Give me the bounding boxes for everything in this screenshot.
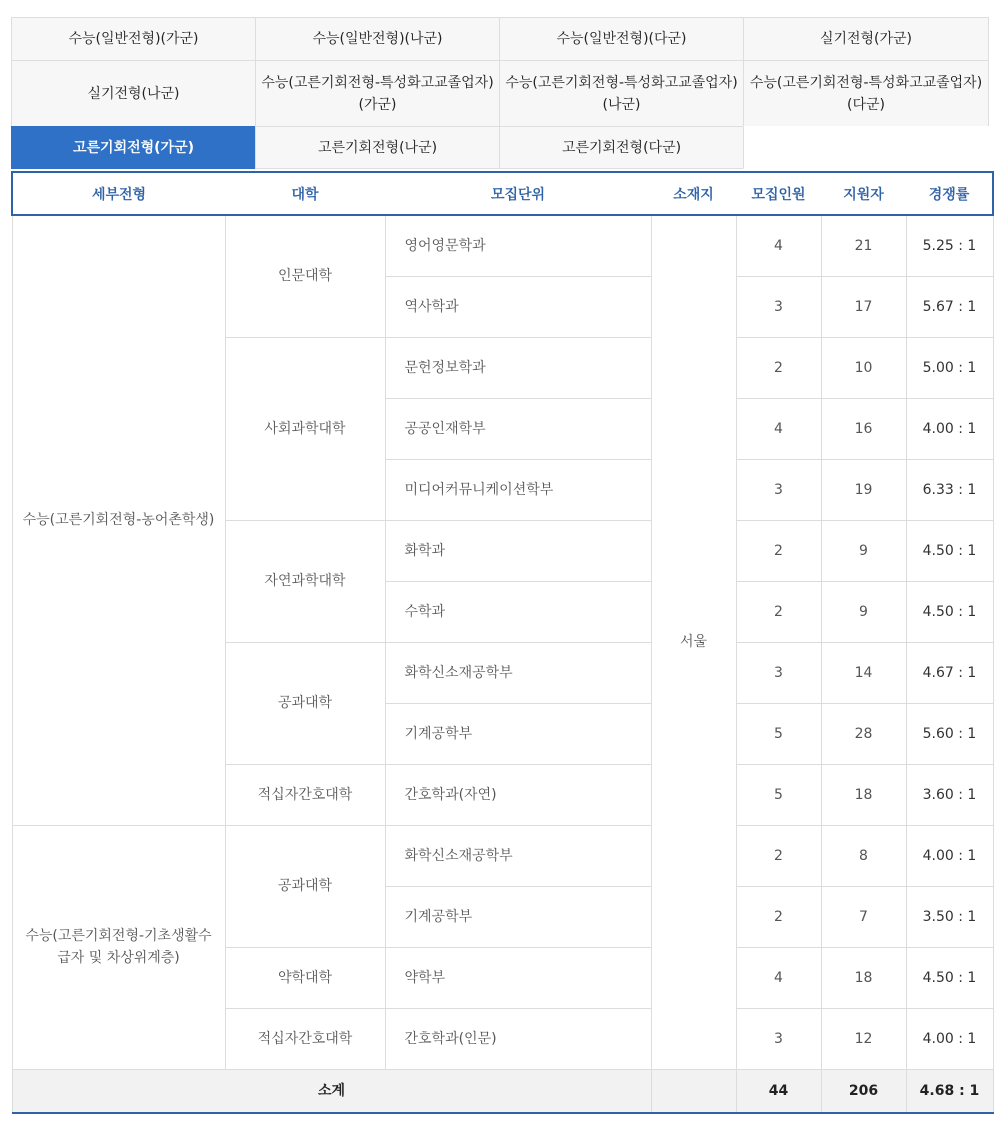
cell-rate: 5.00 : 1 — [906, 337, 993, 398]
tab-row — [11, 60, 992, 126]
cell-rate: 4.50 : 1 — [906, 520, 993, 581]
cell-college: 공과대학 — [225, 825, 385, 947]
cell-quota: 5 — [736, 764, 821, 825]
cell-rate: 4.50 : 1 — [906, 947, 993, 1008]
subtotal-quota: 44 — [736, 1069, 821, 1113]
cell-unit: 공공인재학부 — [385, 398, 651, 459]
cell-applicants: 18 — [821, 947, 906, 1008]
table-header-row — [12, 172, 993, 215]
cell-quota: 2 — [736, 520, 821, 581]
header-college: 대학 — [225, 172, 385, 215]
tab-row — [11, 126, 992, 168]
header-quota: 모집인원 — [736, 172, 821, 215]
cell-quota: 4 — [736, 215, 821, 276]
cell-applicants: 14 — [821, 642, 906, 703]
cell-quota: 2 — [736, 581, 821, 642]
cell-college: 약학대학 — [225, 947, 385, 1008]
tab-suneung-general-da[interactable]: 수능(일반전형)(다군) — [499, 17, 744, 61]
cell-rate: 5.60 : 1 — [906, 703, 993, 764]
cell-unit: 미디어커뮤니케이션학부 — [385, 459, 651, 520]
cell-unit: 수학과 — [385, 581, 651, 642]
cell-applicants: 8 — [821, 825, 906, 886]
subtotal-label: 소계 — [12, 1069, 651, 1113]
cell-rate: 5.67 : 1 — [906, 276, 993, 337]
cell-quota: 3 — [736, 1008, 821, 1069]
cell-unit: 역사학과 — [385, 276, 651, 337]
tab-practical-ga[interactable]: 실기전형(가군) — [743, 17, 989, 61]
cell-applicants: 12 — [821, 1008, 906, 1069]
cell-type: 수능(고른기회전형-농어촌학생) — [12, 215, 225, 825]
cell-rate: 6.33 : 1 — [906, 459, 993, 520]
cell-applicants: 28 — [821, 703, 906, 764]
cell-college: 적십자간호대학 — [225, 1008, 385, 1069]
header-type: 세부전형 — [12, 172, 225, 215]
subtotal-row — [12, 1069, 993, 1113]
header-location: 소재지 — [651, 172, 736, 215]
cell-college: 공과대학 — [225, 642, 385, 764]
tab-equal-opportunity-ga[interactable]: 고른기회전형(가군) — [11, 126, 256, 169]
cell-college: 자연과학대학 — [225, 520, 385, 642]
cell-applicants: 9 — [821, 581, 906, 642]
cell-location: 서울 — [651, 215, 736, 1069]
tab-suneung-general-ga[interactable]: 수능(일반전형)(가군) — [11, 17, 256, 61]
cell-applicants: 7 — [821, 886, 906, 947]
cell-college: 인문대학 — [225, 215, 385, 337]
cell-quota: 2 — [736, 886, 821, 947]
cell-unit: 화학과 — [385, 520, 651, 581]
competition-rate-table — [11, 171, 994, 1114]
cell-type: 수능(고른기회전형-기초생활수급자 및 차상위계층) — [12, 825, 225, 1069]
cell-rate: 4.67 : 1 — [906, 642, 993, 703]
tab-equal-opportunity-na[interactable]: 고른기회전형(나군) — [255, 126, 500, 169]
cell-applicants: 19 — [821, 459, 906, 520]
cell-quota: 3 — [736, 459, 821, 520]
cell-rate: 3.60 : 1 — [906, 764, 993, 825]
cell-applicants: 9 — [821, 520, 906, 581]
cell-applicants: 10 — [821, 337, 906, 398]
cell-quota: 4 — [736, 947, 821, 1008]
header-applicants: 지원자 — [821, 172, 906, 215]
cell-college: 적십자간호대학 — [225, 764, 385, 825]
tab-specialized-ga[interactable]: 수능(고른기회전형-특성화고교졸업자)(가군) — [255, 60, 500, 127]
cell-quota: 3 — [736, 642, 821, 703]
table-row — [12, 825, 993, 886]
cell-unit: 약학부 — [385, 947, 651, 1008]
cell-unit: 화학신소재공학부 — [385, 642, 651, 703]
cell-quota: 2 — [736, 825, 821, 886]
cell-rate: 5.25 : 1 — [906, 215, 993, 276]
cell-unit: 기계공학부 — [385, 703, 651, 764]
cell-college: 사회과학대학 — [225, 337, 385, 520]
header-rate: 경쟁률 — [906, 172, 993, 215]
cell-rate: 3.50 : 1 — [906, 886, 993, 947]
tab-suneung-general-na[interactable]: 수능(일반전형)(나군) — [255, 17, 500, 61]
cell-unit: 간호학과(자연) — [385, 764, 651, 825]
cell-quota: 4 — [736, 398, 821, 459]
cell-quota: 2 — [736, 337, 821, 398]
tab-practical-na[interactable]: 실기전형(나군) — [11, 60, 256, 127]
cell-unit: 화학신소재공학부 — [385, 825, 651, 886]
cell-applicants: 17 — [821, 276, 906, 337]
cell-rate: 4.00 : 1 — [906, 1008, 993, 1069]
tab-specialized-na[interactable]: 수능(고른기회전형-특성화고교졸업자)(나군) — [499, 60, 744, 127]
tab-row — [11, 17, 992, 60]
cell-quota: 3 — [736, 276, 821, 337]
cell-unit: 간호학과(인문) — [385, 1008, 651, 1069]
subtotal-rate: 4.68 : 1 — [906, 1069, 993, 1113]
cell-rate: 4.50 : 1 — [906, 581, 993, 642]
table-row — [12, 215, 993, 276]
cell-applicants: 18 — [821, 764, 906, 825]
admission-type-tabs — [11, 17, 992, 168]
cell-rate: 4.00 : 1 — [906, 825, 993, 886]
cell-unit: 기계공학부 — [385, 886, 651, 947]
subtotal-location — [651, 1069, 736, 1113]
tab-equal-opportunity-da[interactable]: 고른기회전형(다군) — [499, 126, 744, 169]
cell-applicants: 21 — [821, 215, 906, 276]
cell-rate: 4.00 : 1 — [906, 398, 993, 459]
tab-placeholder — [743, 126, 989, 169]
cell-applicants: 16 — [821, 398, 906, 459]
header-unit: 모집단위 — [385, 172, 651, 215]
cell-unit: 영어영문학과 — [385, 215, 651, 276]
cell-quota: 5 — [736, 703, 821, 764]
cell-unit: 문헌정보학과 — [385, 337, 651, 398]
tab-specialized-da[interactable]: 수능(고른기회전형-특성화고교졸업자)(다군) — [743, 60, 989, 127]
subtotal-applicants: 206 — [821, 1069, 906, 1113]
